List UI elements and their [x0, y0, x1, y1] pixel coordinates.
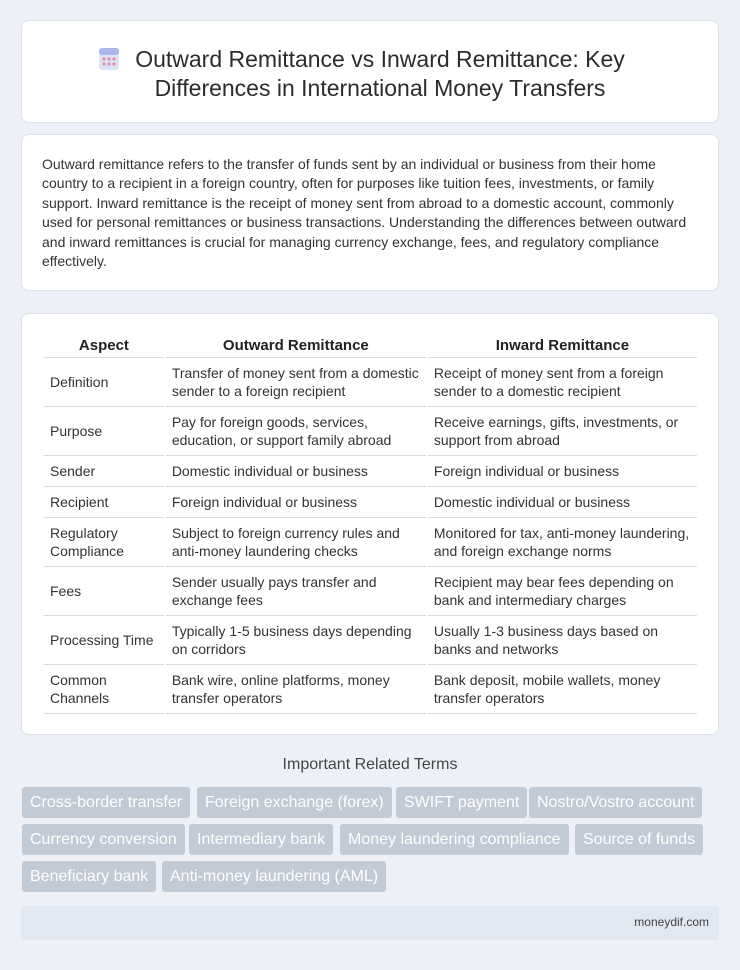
outward-cell: Transfer of money sent from a domestic sender to a foreign recipient: [166, 358, 426, 407]
table-row: [44, 456, 697, 487]
table-row: [44, 487, 697, 518]
comparison-table: [42, 332, 699, 714]
inward-cell: Receive earnings, gifts, investments, or support from abroad: [428, 407, 697, 456]
related-term-tag[interactable]: Currency conversion: [22, 824, 185, 855]
outward-cell: Typically 1-5 business days depending on corridors: [166, 616, 426, 665]
inward-cell: Foreign individual or business: [428, 456, 697, 487]
outward-cell: Sender usually pays transfer and exchange fees: [166, 567, 426, 616]
inward-cell: Domestic individual or business: [428, 487, 697, 518]
table-row: [44, 616, 697, 665]
aspect-cell: Regulatory Compliance: [44, 518, 164, 567]
header-outward: Outward Remittance: [166, 332, 426, 358]
intro-paragraph: Outward remittance refers to the transfer of funds sent by an individual or business from their home country to a recipient in a foreign country, often for purposes like tuition fees, investments, or family support. Inward remittance is the receipt of money sent from abroad to a domestic account, commonly used for personal remittances or business transactions. Understanding the differences between outward and inward remittances is crucial for managing currency exchange, fees, and regulatory compliance effectively.: [42, 156, 687, 270]
aspect-cell: Common Channels: [44, 665, 164, 714]
inward-cell: Bank deposit, mobile wallets, money transfer operators: [428, 665, 697, 714]
related-term-tag[interactable]: Intermediary bank: [189, 824, 333, 855]
outward-cell: Domestic individual or business: [166, 456, 426, 487]
table-row: [44, 518, 697, 567]
related-term-tag[interactable]: Source of funds: [575, 824, 703, 855]
inward-cell: Usually 1-3 business days based on banks and networks: [428, 616, 697, 665]
table-row: [44, 567, 697, 616]
related-term-tag[interactable]: Beneficiary bank: [22, 861, 156, 892]
table-row: [44, 407, 697, 456]
related-term-tag[interactable]: Anti-money laundering (AML): [162, 861, 386, 892]
aspect-cell: Fees: [44, 567, 164, 616]
title-card: [21, 20, 719, 123]
inward-cell: Recipient may bear fees depending on bank and intermediary charges: [428, 567, 697, 616]
aspect-cell: Processing Time: [44, 616, 164, 665]
outward-cell: Subject to foreign currency rules and anti-money laundering checks: [166, 518, 426, 567]
aspect-cell: Recipient: [44, 487, 164, 518]
related-term-tag[interactable]: SWIFT payment: [396, 787, 527, 818]
comparison-card: [21, 313, 719, 735]
related-term-tag[interactable]: Cross-border transfer: [22, 787, 190, 818]
table-row: [44, 665, 697, 714]
outward-cell: Pay for foreign goods, services, education, or support family abroad: [166, 407, 426, 456]
related-term-tag[interactable]: Foreign exchange (forex): [197, 787, 392, 818]
aspect-cell: Sender: [44, 456, 164, 487]
related-terms-title: Important Related Terms: [282, 756, 458, 773]
header-inward: Inward Remittance: [428, 332, 697, 358]
outward-cell: Foreign individual or business: [166, 487, 426, 518]
aspect-cell: Definition: [44, 358, 164, 407]
inward-cell: Monitored for tax, anti-money laundering, and foreign exchange norms: [428, 518, 697, 567]
related-term-tag[interactable]: Money laundering compliance: [340, 824, 569, 855]
inward-cell: Receipt of money sent from a foreign sender to a domestic recipient: [428, 358, 697, 407]
aspect-cell: Purpose: [44, 407, 164, 456]
table-row: [44, 358, 697, 407]
footer: [21, 906, 719, 940]
outward-cell: Bank wire, online platforms, money transfer operators: [166, 665, 426, 714]
table-header-row: [44, 332, 697, 358]
related-term-tag[interactable]: Nostro/Vostro account: [529, 787, 702, 818]
header-aspect: Aspect: [44, 332, 164, 358]
intro-card: [21, 134, 719, 291]
footer-site-link[interactable]: moneydif.com: [634, 915, 709, 929]
page-title: Outward Remittance vs Inward Remittance: Key Differences in International Money Transfers: [135, 46, 625, 101]
